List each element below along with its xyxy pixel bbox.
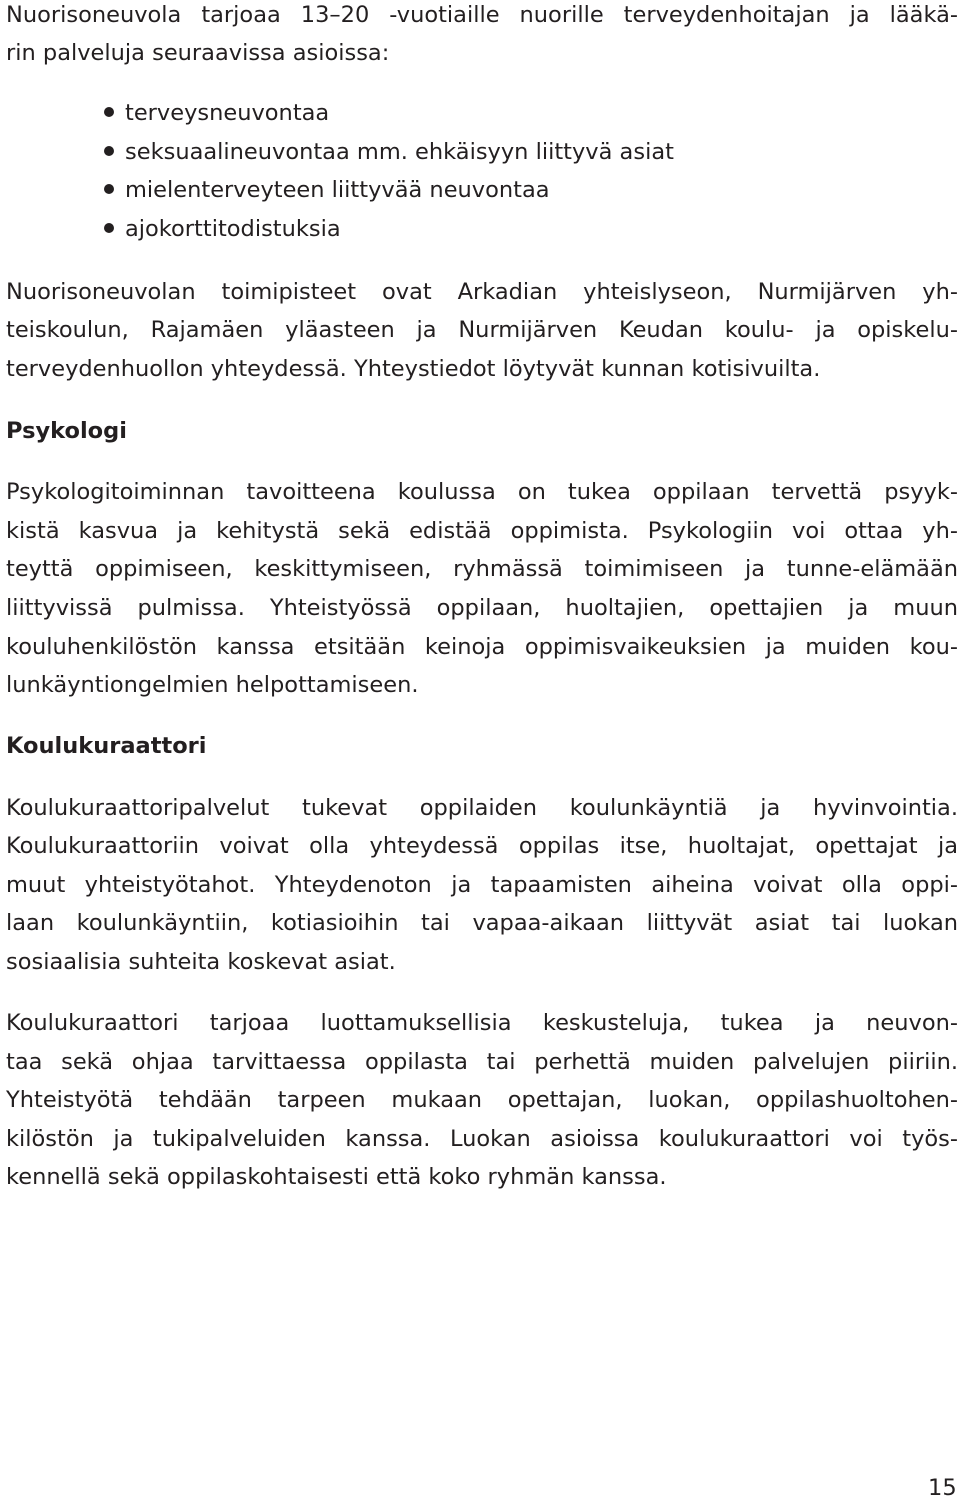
curator-line: Yhteistyötä tehdään tarpeen mukaan opettajan, luokan, oppilashuoltohen-: [6, 1087, 958, 1113]
intro-line: Nuorisoneuvola tarjoaa 13–20 -vuotiaille nuorille terveydenhoitajan ja lääkä-: [6, 2, 958, 28]
curator-line: kilöstön ja tukipalveluiden kanssa. Luokan asioissa koulukuraattori voi työs-: [6, 1126, 958, 1152]
list-item: [104, 137, 674, 167]
psychologist-line: Psykologitoiminnan tavoitteena koulussa on tukea oppilaan tervettä psyyk-: [6, 479, 958, 505]
list-item-text: mielenterveyteen liittyvää neuvontaa: [125, 177, 550, 203]
locations-line: teiskoulun, Rajamäen yläasteen ja Nurmijärven Keudan koulu- ja opiskelu-: [6, 317, 958, 343]
list-item: [104, 175, 550, 205]
psychologist-line: lunkäyntiongelmien helpottamiseen.: [6, 672, 419, 698]
curator-line: Koulukuraattoripalvelut tukevat oppilaiden koulunkäyntiä ja hyvinvointia.: [6, 795, 958, 821]
locations-line: Nuorisoneuvolan toimipisteet ovat Arkadian yhteislyseon, Nurmijärven yh-: [6, 279, 958, 305]
list-item-text: seksuaalineuvontaa mm. ehkäisyyn liittyvä asiat: [125, 139, 674, 165]
psychologist-line: kistä kasvua ja kehitystä sekä edistää oppimista. Psykologiin voi ottaa yh-: [6, 518, 958, 544]
list-item: [104, 98, 329, 128]
bullet-icon: [104, 146, 114, 156]
list-item-text: terveysneuvontaa: [125, 100, 330, 126]
page-number: 15: [928, 1475, 957, 1501]
list-item-text: ajokorttitodistuksia: [125, 216, 341, 242]
bullet-icon: [104, 107, 114, 117]
curator-line: muut yhteistyötahot. Yhteydenoton ja tapaamisten aiheina voivat olla oppi-: [6, 872, 958, 898]
bullet-icon: [104, 223, 114, 233]
curator-line: taa sekä ohjaa tarvittaessa oppilasta tai perhettä muiden palvelujen piiriin.: [6, 1049, 958, 1075]
psychologist-line: kouluhenkilöstön kanssa etsitään keinoja oppimisvaikeuksien ja muiden kou-: [6, 634, 958, 660]
curator-line: Koulukuraattori tarjoaa luottamuksellisia keskusteluja, tukea ja neuvon-: [6, 1010, 958, 1036]
intro-line: rin palveluja seuraavissa asioissa:: [6, 40, 390, 66]
curator-line: laan koulunkäyntiin, kotiasioihin tai vapaa-aikaan liittyvät asiat tai luokan: [6, 910, 958, 936]
locations-line: terveydenhuollon yhteydessä. Yhteystiedot löytyvät kunnan kotisivuilta.: [6, 356, 821, 382]
curator-line: Koulukuraattoriin voivat olla yhteydessä oppilas itse, huoltajat, opettajat ja: [6, 833, 958, 859]
curator-line: kennellä sekä oppilaskohtaisesti että koko ryhmän kanssa.: [6, 1164, 667, 1190]
psychologist-heading: Psykologi: [6, 418, 127, 444]
psychologist-line: teyttä oppimiseen, keskittymiseen, ryhmässä toimimiseen ja tunne-elämään: [6, 556, 958, 582]
curator-heading: Koulukuraattori: [6, 733, 207, 759]
psychologist-line: liittyvissä pulmissa. Yhteistyössä oppilaan, huoltajien, opettajien ja muun: [6, 595, 958, 621]
list-item: [104, 214, 341, 244]
bullet-icon: [104, 184, 114, 194]
curator-line: sosiaalisia suhteita koskevat asiat.: [6, 949, 396, 975]
